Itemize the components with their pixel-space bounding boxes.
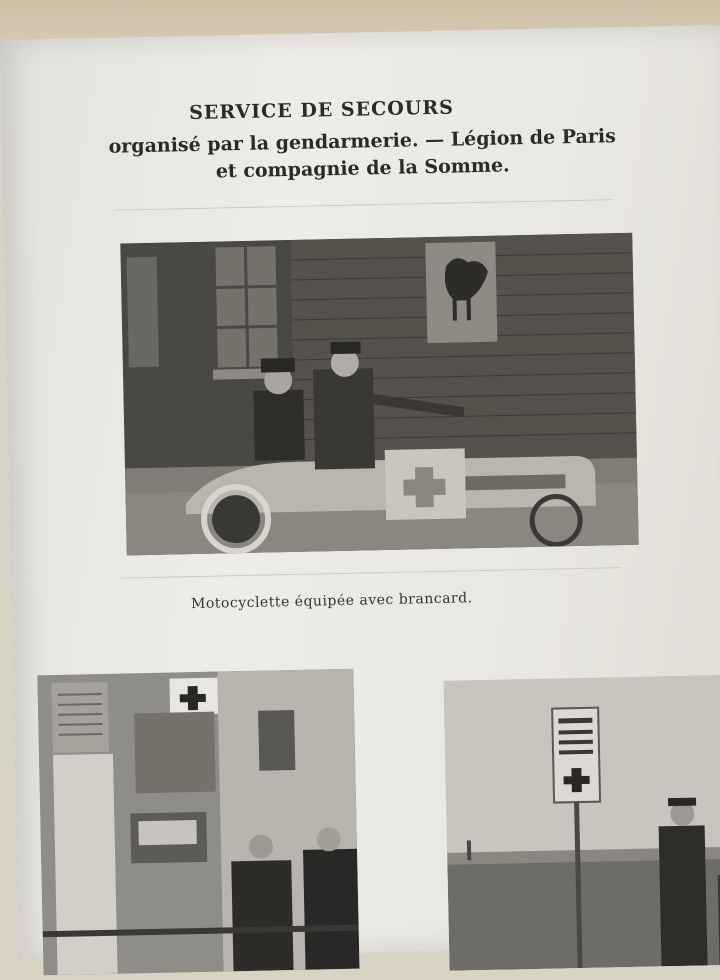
faint-rule	[114, 199, 614, 210]
photo-first-aid-post	[37, 669, 359, 976]
road-sign-scene	[444, 675, 720, 971]
faint-rule	[121, 567, 621, 578]
subtitle-line-1: organisé par la gendarmerie. — Légion de Paris	[108, 125, 617, 158]
page-subtitle	[42, 122, 683, 189]
first-aid-post-scene	[37, 669, 359, 976]
photo-motorcycle-stretcher	[120, 233, 638, 556]
subtitle-line-2: et compagnie de la Somme.	[215, 154, 510, 183]
motorcycle-scene	[120, 233, 638, 556]
page-title: SERVICE DE SECOURS	[188, 96, 455, 125]
photo-road-sign	[444, 675, 720, 971]
photo-caption: Motocyclette équipée avec brancard.	[190, 590, 473, 613]
book-page	[0, 25, 720, 960]
